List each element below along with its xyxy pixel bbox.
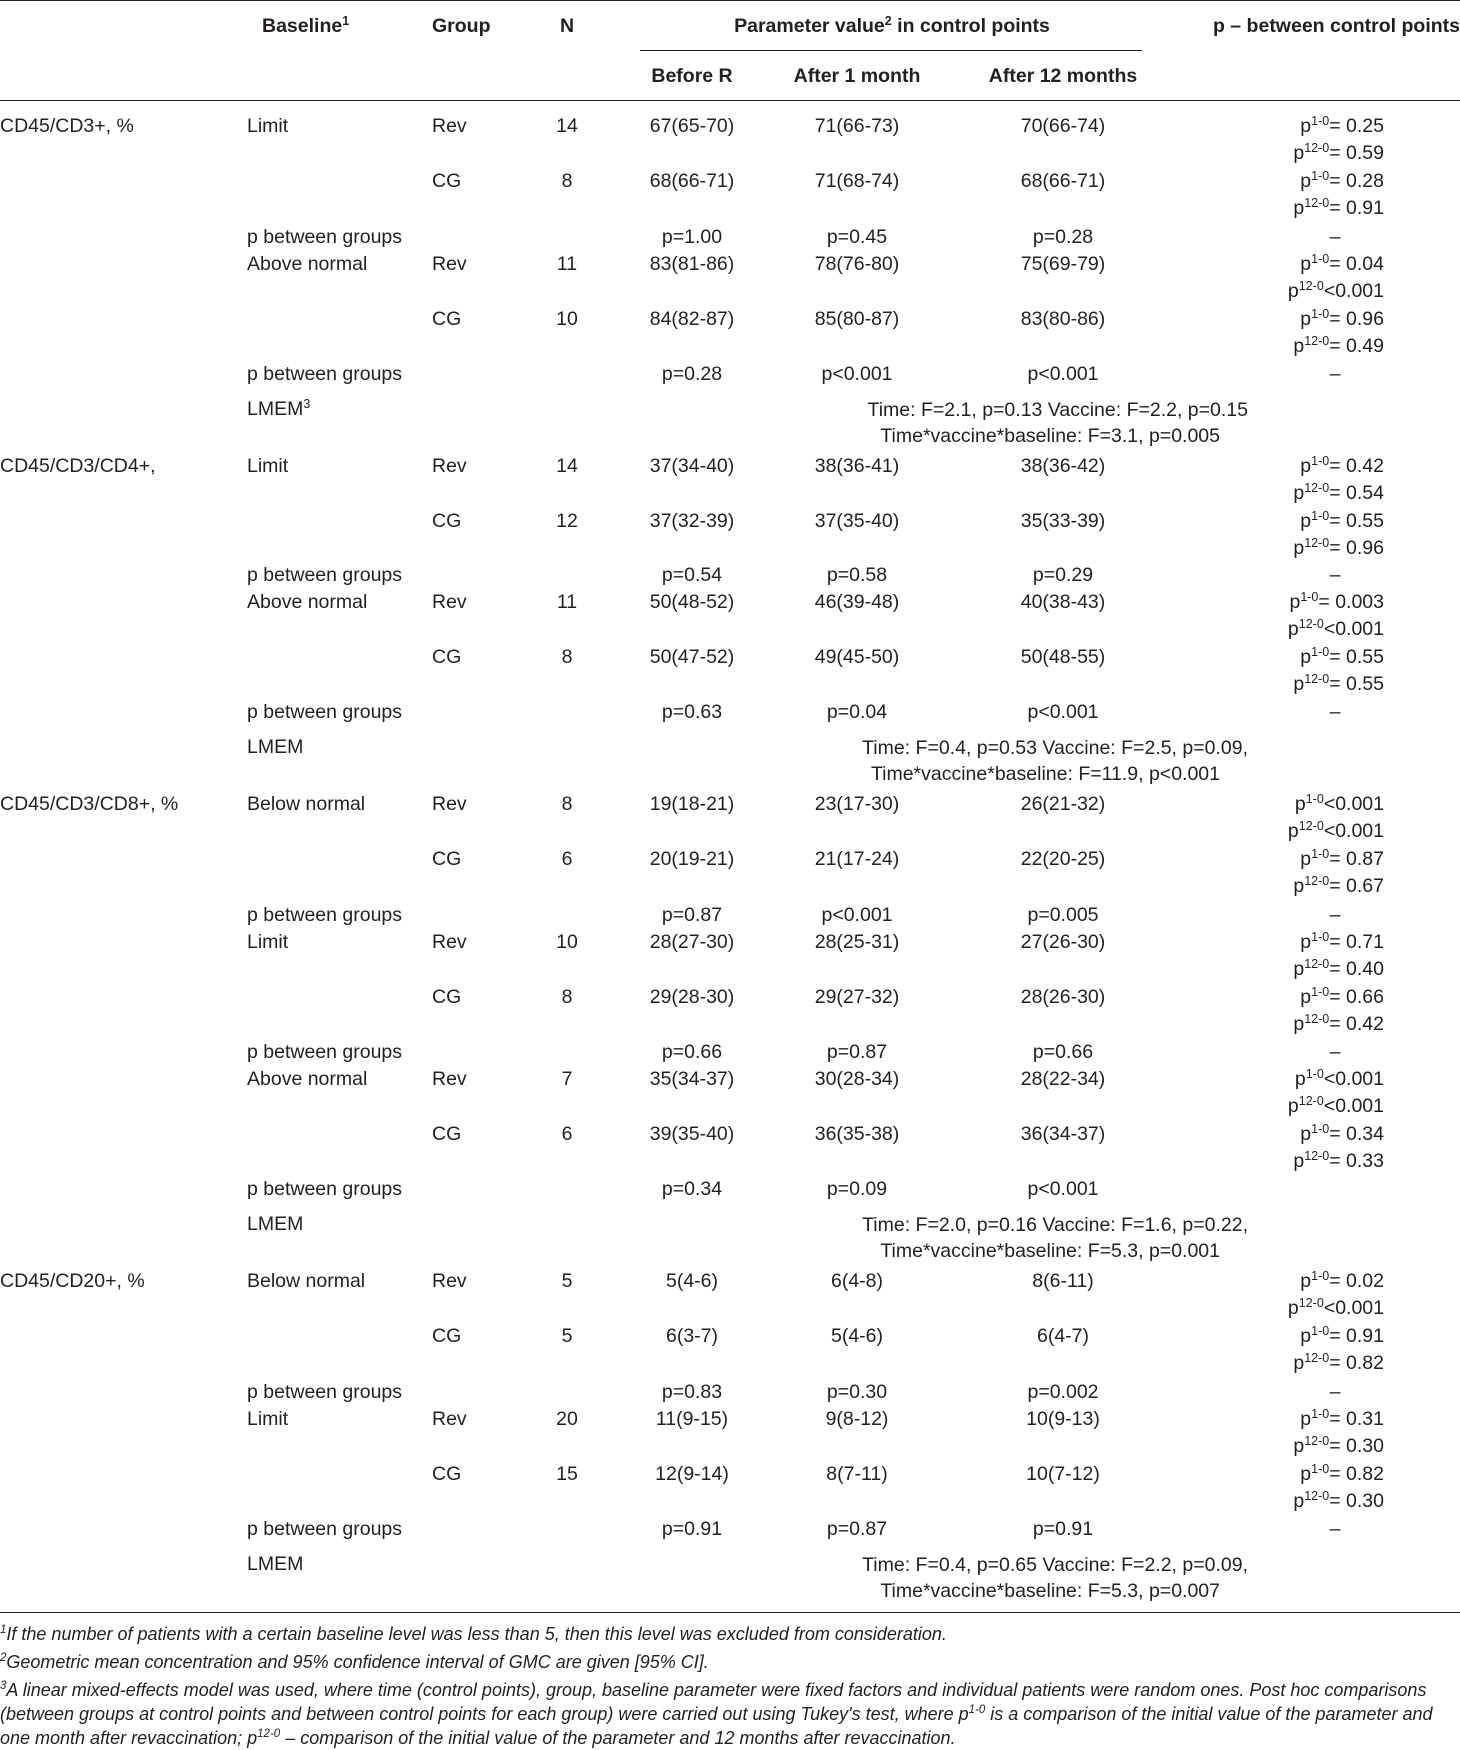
value-before-r: 67(65-70)	[649, 115, 735, 137]
value-after-1-month: 29(27-32)	[814, 986, 900, 1008]
value-before-r: 37(32-39)	[649, 510, 735, 532]
value-after-1-month: 71(68-74)	[814, 170, 900, 192]
value-after-1-month: p=0.09	[826, 1178, 888, 1200]
value-after-1-month: p=0.30	[826, 1381, 888, 1403]
value-before-r: 68(66-71)	[649, 170, 735, 192]
footnote-3: $^3$A linear mixed-effects model was used, where time (control points), group, baseline parameter were fixed factors and individual patients were random ones. Post hoc comparisons (between groups at control points and between control points for each group) were carried out using Tukey's test, where $p^{1-0}$ is a comparison of the initial value of the parameter and one month after revaccination; $p^{12-0}$ – comparison of the initial value of the parameter and 12 months after revaccination.	[0, 1680, 1433, 1748]
value-after-1-month: p=0.58	[826, 564, 888, 586]
group-cell: CG	[432, 646, 462, 668]
n-cell: 11	[556, 253, 578, 275]
value-after-12-months: 70(66-74)	[1020, 115, 1106, 137]
value-before-r: 11(9-15)	[655, 1408, 729, 1430]
value-before-r: p=0.91	[661, 1518, 723, 1540]
value-after-1-month: 78(76-80)	[814, 253, 900, 275]
baseline-cell: p between groups	[247, 226, 403, 248]
value-after-12-months: 38(36-42)	[1020, 455, 1106, 477]
lmem-line-2: Time*vaccine*baseline: F=5.3, p=0.007	[880, 1580, 1220, 1602]
p-12-0-value: $p^{12-0}= 0.30$	[1293, 1434, 1384, 1457]
p-between-dash: –	[1329, 701, 1341, 723]
baseline-cell: Limit	[247, 115, 289, 137]
baseline-cell: p between groups	[247, 1381, 403, 1403]
n-cell: 6	[561, 1123, 573, 1145]
value-before-r: 84(82-87)	[649, 308, 735, 330]
value-after-12-months: 75(69-79)	[1020, 253, 1106, 275]
value-before-r: p=0.34	[661, 1178, 723, 1200]
group-cell: Rev	[432, 793, 467, 815]
p-12-0-value: $p^{12-0}<0.001$	[1287, 617, 1384, 640]
value-after-12-months: 8(6-11)	[1032, 1270, 1094, 1292]
value-before-r: p=0.83	[661, 1381, 723, 1403]
p-1-0-value: $p^{1-0}<0.001$	[1294, 1067, 1384, 1090]
value-after-12-months: 6(4-7)	[1036, 1325, 1090, 1347]
p-1-0-value: $p^{1-0}= 0.02$	[1300, 1269, 1384, 1292]
parameter-name: CD45/CD3/CD8+, %	[0, 793, 179, 815]
p-1-0-value: $p^{1-0}= 0.003$	[1289, 590, 1384, 613]
baseline-cell: Below normal	[247, 1270, 366, 1292]
value-before-r: p=0.87	[661, 904, 723, 926]
group-cell: Rev	[432, 455, 467, 477]
p-1-0-value: $p^{1-0}= 0.34$	[1300, 1122, 1384, 1145]
value-after-12-months: 28(26-30)	[1020, 986, 1106, 1008]
group-cell: CG	[432, 308, 462, 330]
value-after-1-month: 23(17-30)	[814, 793, 900, 815]
parameter-name: CD45/CD3/CD4+,	[0, 455, 156, 477]
p-1-0-value: $p^{1-0}= 0.91$	[1300, 1324, 1384, 1347]
value-after-1-month: 9(8-12)	[825, 1408, 889, 1430]
n-cell: 20	[556, 1408, 578, 1430]
value-before-r: 28(27-30)	[649, 931, 735, 953]
header-n: N	[559, 15, 575, 37]
p-between-dash: –	[1329, 1041, 1341, 1063]
value-after-12-months: 68(66-71)	[1020, 170, 1106, 192]
n-cell: 7	[561, 1068, 573, 1090]
value-after-12-months: p=0.66	[1032, 1041, 1094, 1063]
baseline-cell: Above normal	[247, 591, 368, 613]
p-12-0-value: $p^{12-0}= 0.40$	[1293, 957, 1384, 980]
header-after-12-months: After 12 months	[988, 65, 1138, 87]
lmem-line-1: Time: F=2.1, p=0.13 Vaccine: F=2.2, p=0.15	[867, 399, 1248, 421]
value-after-12-months: p=0.91	[1032, 1518, 1094, 1540]
baseline-cell: p between groups	[247, 701, 403, 723]
value-after-1-month: p<0.001	[821, 904, 893, 926]
header-parameter-value: Parameter value$^2$ in control points	[734, 14, 1050, 37]
value-after-1-month: 5(4-6)	[830, 1325, 884, 1347]
baseline-cell: p between groups	[247, 1178, 403, 1200]
value-before-r: 29(28-30)	[649, 986, 735, 1008]
group-cell: Rev	[432, 253, 467, 275]
p-12-0-value: $p^{12-0}= 0.42$	[1293, 1012, 1384, 1035]
p-12-0-value: $p^{12-0}= 0.54$	[1293, 481, 1384, 504]
p-1-0-value: $p^{1-0}= 0.31$	[1300, 1407, 1384, 1430]
value-after-1-month: 8(7-11)	[826, 1463, 888, 1485]
value-after-1-month: 36(35-38)	[814, 1123, 900, 1145]
p-1-0-value: $p^{1-0}= 0.55$	[1300, 509, 1384, 532]
n-cell: 8	[561, 170, 573, 192]
parameter-name: CD45/CD3+, %	[0, 115, 134, 137]
value-after-1-month: 85(80-87)	[814, 308, 900, 330]
group-cell: CG	[432, 1325, 462, 1347]
value-after-12-months: p=0.005	[1027, 904, 1099, 926]
baseline-cell: Limit	[247, 931, 289, 953]
baseline-cell: Above normal	[247, 1068, 368, 1090]
value-after-1-month: 6(4-8)	[830, 1270, 884, 1292]
group-cell: Rev	[432, 1408, 467, 1430]
group-cell: CG	[432, 170, 462, 192]
value-after-12-months: 28(22-34)	[1020, 1068, 1106, 1090]
value-after-1-month: p<0.001	[821, 363, 893, 385]
group-cell: CG	[432, 848, 462, 870]
n-cell: 10	[556, 931, 578, 953]
value-before-r: p=1.00	[661, 226, 723, 248]
header-group: Group	[432, 15, 491, 37]
header-after-1-month: After 1 month	[793, 65, 921, 87]
n-cell: 14	[556, 115, 578, 137]
group-cell: Rev	[432, 1068, 467, 1090]
n-cell: 5	[561, 1270, 573, 1292]
p-1-0-value: $p^{1-0}= 0.42$	[1300, 454, 1384, 477]
value-after-12-months: p=0.002	[1027, 1381, 1099, 1403]
value-after-1-month: 30(28-34)	[814, 1068, 900, 1090]
lmem-line-1: Time: F=0.4, p=0.65 Vaccine: F=2.2, p=0.09,	[862, 1554, 1248, 1576]
group-cell: CG	[432, 986, 462, 1008]
n-cell: 5	[561, 1325, 573, 1347]
value-after-1-month: 71(66-73)	[814, 115, 900, 137]
group-cell: CG	[432, 510, 462, 532]
value-after-12-months: 26(21-32)	[1020, 793, 1106, 815]
n-cell: 8	[561, 646, 573, 668]
value-after-1-month: p=0.04	[826, 701, 888, 723]
value-after-12-months: p=0.29	[1032, 564, 1094, 586]
p-between-dash: –	[1329, 904, 1341, 926]
value-after-12-months: 83(80-86)	[1020, 308, 1106, 330]
value-after-1-month: 49(45-50)	[814, 646, 900, 668]
n-cell: 15	[556, 1463, 578, 1485]
value-after-12-months: p=0.28	[1032, 226, 1094, 248]
baseline-cell: Below normal	[247, 793, 366, 815]
lmem-line-2: Time*vaccine*baseline: F=3.1, p=0.005	[880, 425, 1220, 447]
n-cell: 11	[556, 591, 578, 613]
value-after-1-month: 37(35-40)	[814, 510, 900, 532]
group-cell: CG	[432, 1463, 462, 1485]
group-cell: CG	[432, 1123, 462, 1145]
p-between-dash: –	[1329, 1518, 1341, 1540]
p-12-0-value: $p^{12-0}= 0.33$	[1293, 1149, 1384, 1172]
value-before-r: 19(18-21)	[649, 793, 735, 815]
value-after-1-month: p=0.87	[826, 1518, 888, 1540]
baseline-cell: p between groups	[247, 904, 403, 926]
p-1-0-value: $p^{1-0}= 0.55$	[1300, 645, 1384, 668]
lmem-line-1: Time: F=2.0, p=0.16 Vaccine: F=1.6, p=0.22,	[862, 1214, 1248, 1236]
header-inner-rule	[640, 50, 1142, 51]
n-cell: 8	[561, 793, 573, 815]
p-1-0-value: $p^{1-0}= 0.87$	[1300, 847, 1384, 870]
value-after-1-month: p=0.45	[826, 226, 888, 248]
value-after-1-month: 21(17-24)	[814, 848, 900, 870]
header-bottom-rule	[0, 100, 1460, 101]
p-12-0-value: $p^{12-0}= 0.30$	[1293, 1489, 1384, 1512]
value-after-12-months: 22(20-25)	[1020, 848, 1106, 870]
p-between-dash: –	[1329, 363, 1341, 385]
p-12-0-value: $p^{12-0}= 0.67$	[1293, 874, 1384, 897]
value-after-1-month: p=0.87	[826, 1041, 888, 1063]
value-after-12-months: p<0.001	[1027, 1178, 1099, 1200]
p-12-0-value: $p^{12-0}= 0.91$	[1293, 196, 1384, 219]
value-before-r: p=0.54	[661, 564, 723, 586]
value-before-r: 6(3-7)	[665, 1325, 719, 1347]
value-before-r: 20(19-21)	[649, 848, 735, 870]
value-after-1-month: 28(25-31)	[814, 931, 900, 953]
p-1-0-value: $p^{1-0}= 0.82$	[1300, 1462, 1384, 1485]
value-after-12-months: 40(38-43)	[1020, 591, 1106, 613]
header-before-r: Before R	[651, 65, 733, 87]
baseline-cell: p between groups	[247, 1041, 403, 1063]
n-cell: 8	[561, 986, 573, 1008]
baseline-cell: Limit	[247, 1408, 289, 1430]
baseline-cell: Above normal	[247, 253, 368, 275]
p-1-0-value: $p^{1-0}= 0.28$	[1300, 169, 1384, 192]
value-after-1-month: 46(39-48)	[814, 591, 900, 613]
value-before-r: 35(34-37)	[649, 1068, 735, 1090]
p-1-0-value: $p^{1-0}= 0.04$	[1300, 252, 1384, 275]
value-before-r: p=0.28	[661, 363, 723, 385]
value-before-r: p=0.66	[661, 1041, 723, 1063]
baseline-cell: LMEM	[247, 736, 304, 758]
header-p-between-control-points: p – between control points	[1212, 15, 1460, 37]
value-after-12-months: p<0.001	[1027, 363, 1099, 385]
footnote-2: $^2$Geometric mean concentration and 95% confidence interval of GMC are given [95% CI].	[0, 1652, 709, 1672]
p-between-dash: –	[1329, 1381, 1341, 1403]
value-after-12-months: p<0.001	[1027, 701, 1099, 723]
value-after-12-months: 27(26-30)	[1020, 931, 1106, 953]
n-cell: 6	[561, 848, 573, 870]
group-cell: Rev	[432, 591, 467, 613]
p-12-0-value: $p^{12-0}= 0.82$	[1293, 1351, 1384, 1374]
value-before-r: 5(4-6)	[665, 1270, 719, 1292]
p-between-dash: –	[1329, 564, 1341, 586]
p-12-0-value: $p^{12-0}<0.001$	[1287, 1296, 1384, 1319]
value-before-r: 39(35-40)	[649, 1123, 735, 1145]
value-before-r: 50(48-52)	[649, 591, 735, 613]
value-after-1-month: 38(36-41)	[814, 455, 900, 477]
baseline-cell: p between groups	[247, 564, 403, 586]
top-rule	[0, 0, 1460, 1]
baseline-cell: LMEM	[247, 1553, 304, 1575]
p-1-0-value: $p^{1-0}= 0.25$	[1300, 114, 1384, 137]
value-after-12-months: 50(48-55)	[1020, 646, 1106, 668]
n-cell: 14	[556, 455, 578, 477]
baseline-cell: Limit	[247, 455, 289, 477]
n-cell: 12	[556, 510, 578, 532]
value-before-r: p=0.63	[661, 701, 723, 723]
value-before-r: 12(9-14)	[655, 1463, 729, 1485]
p-12-0-value: $p^{12-0}<0.001$	[1287, 279, 1384, 302]
p-12-0-value: $p^{12-0}= 0.55$	[1293, 672, 1384, 695]
p-1-0-value: $p^{1-0}<0.001$	[1294, 792, 1384, 815]
baseline-cell: p between groups	[247, 1518, 403, 1540]
footnote-1: $^1$If the number of patients with a certain baseline level was less than 5, then this level was excluded from consideration.	[0, 1624, 947, 1644]
baseline-cell: LMEM	[247, 1213, 304, 1235]
p-between-dash: –	[1329, 226, 1341, 248]
table-bottom-rule	[0, 1612, 1460, 1613]
value-before-r: 83(81-86)	[649, 253, 735, 275]
lmem-line-1: Time: F=0.4, p=0.53 Vaccine: F=2.5, p=0.09,	[862, 737, 1248, 759]
p-1-0-value: $p^{1-0}= 0.71$	[1300, 930, 1384, 953]
value-after-12-months: 35(33-39)	[1020, 510, 1106, 532]
value-after-12-months: 10(9-13)	[1026, 1408, 1100, 1430]
value-before-r: 50(47-52)	[649, 646, 735, 668]
group-cell: Rev	[432, 1270, 467, 1292]
p-12-0-value: $p^{12-0}= 0.59$	[1293, 141, 1384, 164]
parameter-name: CD45/CD20+, %	[0, 1270, 145, 1292]
value-after-12-months: 36(34-37)	[1020, 1123, 1106, 1145]
value-after-12-months: 10(7-12)	[1026, 1463, 1100, 1485]
baseline-cell: p between groups	[247, 363, 403, 385]
p-12-0-value: $p^{12-0}= 0.49$	[1293, 334, 1384, 357]
group-cell: Rev	[432, 931, 467, 953]
group-cell: Rev	[432, 115, 467, 137]
value-before-r: 37(34-40)	[649, 455, 735, 477]
p-1-0-value: $p^{1-0}= 0.96$	[1300, 307, 1384, 330]
p-1-0-value: $p^{1-0}= 0.66$	[1300, 985, 1384, 1008]
lmem-line-2: Time*vaccine*baseline: F=5.3, p=0.001	[880, 1240, 1220, 1262]
header-baseline: Baseline$^1$	[262, 14, 350, 37]
p-12-0-value: $p^{12-0}<0.001$	[1287, 1094, 1384, 1117]
n-cell: 10	[556, 308, 578, 330]
baseline-cell: LMEM$^3$	[247, 397, 311, 420]
lmem-line-2: Time*vaccine*baseline: F=11.9, p<0.001	[870, 763, 1220, 785]
p-12-0-value: $p^{12-0}= 0.96$	[1293, 536, 1384, 559]
p-12-0-value: $p^{12-0}<0.001$	[1287, 819, 1384, 842]
